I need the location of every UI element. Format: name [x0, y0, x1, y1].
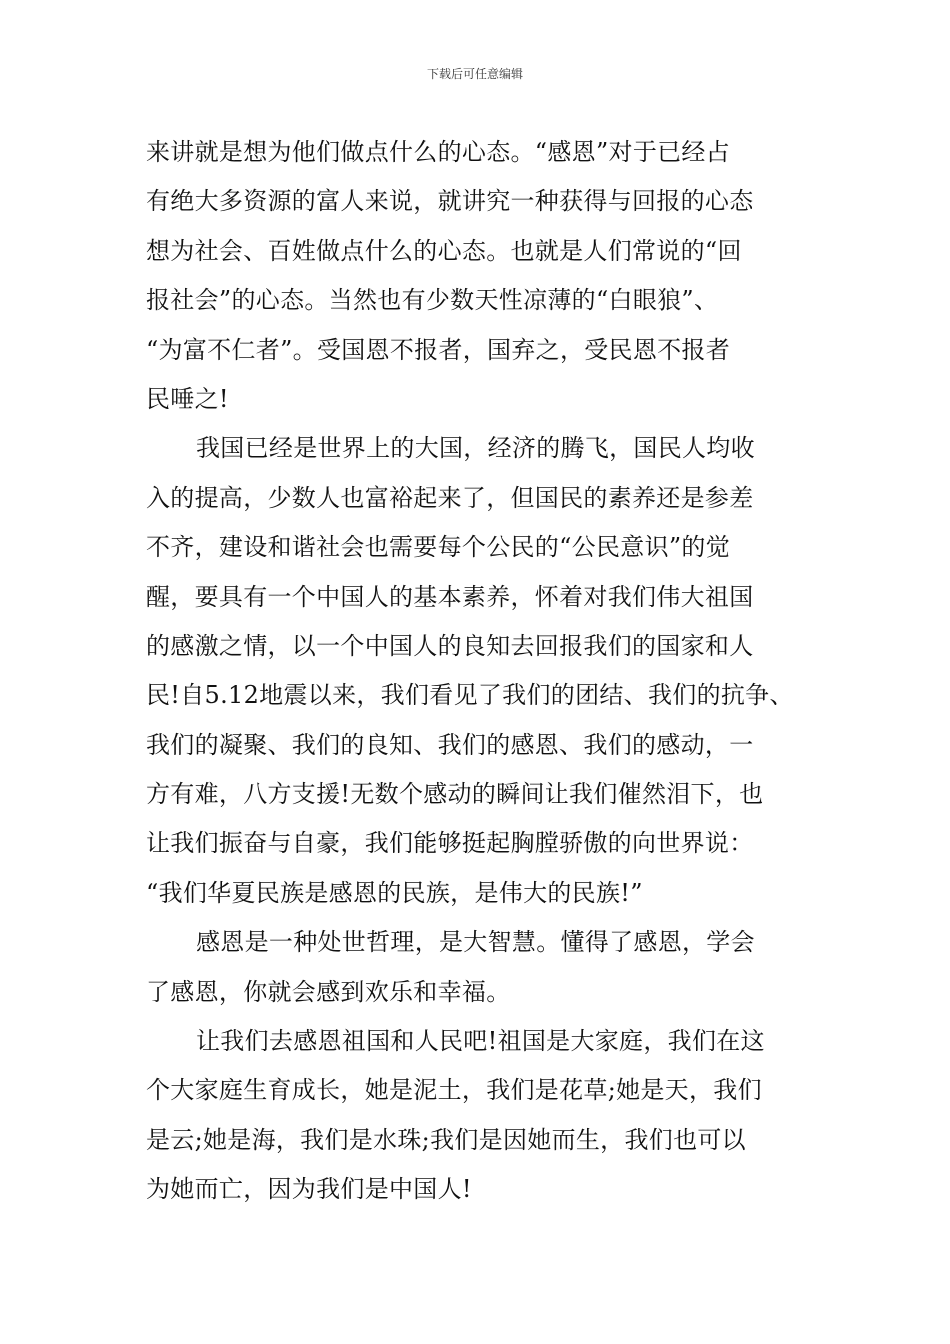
text-line: 民!自5.12地震以来，我们看见了我们的团结、我们的抗争、: [146, 681, 794, 710]
text-line: 的感激之情，以一个中国人的良知去回报我们的国家和人: [146, 631, 754, 660]
text-line: 我们的凝聚、我们的良知、我们的感恩、我们的感动，一: [146, 730, 754, 759]
document-body: [146, 128, 818, 1215]
paragraph-start-line: 感恩是一种处世哲理，是大智慧。懂得了感恩，学会: [196, 928, 755, 957]
text-line: 民唾之!: [146, 384, 229, 413]
text-line: 不齐，建设和谐社会也需要每个公民的“公民意识”的觉: [146, 533, 731, 562]
text-line: 醒，要具有一个中国人的基本素养，怀着对我们伟大祖国: [146, 582, 754, 611]
text-line: “为富不仁者”。受国恩不报者，国弃之，受民恩不报者: [146, 335, 731, 364]
text-line: 来讲就是想为他们做点什么的心态。“感恩”对于已经占: [146, 138, 731, 166]
text-line: 想为社会、百姓做点什么的心态。也就是人们常说的“回: [146, 236, 742, 265]
text-line: 让我们振奋与自豪，我们能够挺起胸膛骄傲的向世界说：: [146, 829, 754, 858]
text-line: 报社会”的心态。当然也有少数天性凉薄的“白眼狼”、: [146, 286, 719, 315]
text-line: 方有难，八方支援!无数个感动的瞬间让我们催然泪下，也: [146, 780, 764, 809]
text-line: 入的提高，少数人也富裕起来了，但国民的素养还是参差: [146, 483, 754, 512]
paragraph-start-line: 让我们去感恩祖国和人民吧!祖国是大家庭，我们在这: [196, 1027, 765, 1056]
text-line: 个大家庭生育成长，她是泥土，我们是花草;她是天，我们: [146, 1076, 762, 1105]
text-line: 了感恩，你就会感到欢乐和幸福。: [146, 977, 511, 1006]
paragraph-start-line: 我国已经是世界上的大国，经济的腾飞，国民人均收: [196, 434, 755, 463]
page-header: 下载后可任意编辑: [426, 67, 523, 81]
text-line: 为她而亡，因为我们是中国人!: [146, 1175, 472, 1204]
text-line: “我们华夏民族是感恩的民族，是伟大的民族!”: [146, 878, 643, 907]
text-line: 是云;她是海，我们是水珠;我们是因她而生，我们也可以: [146, 1125, 746, 1154]
text-line: 有绝大多资源的富人来说，就讲究一种获得与回报的心态: [146, 187, 754, 216]
